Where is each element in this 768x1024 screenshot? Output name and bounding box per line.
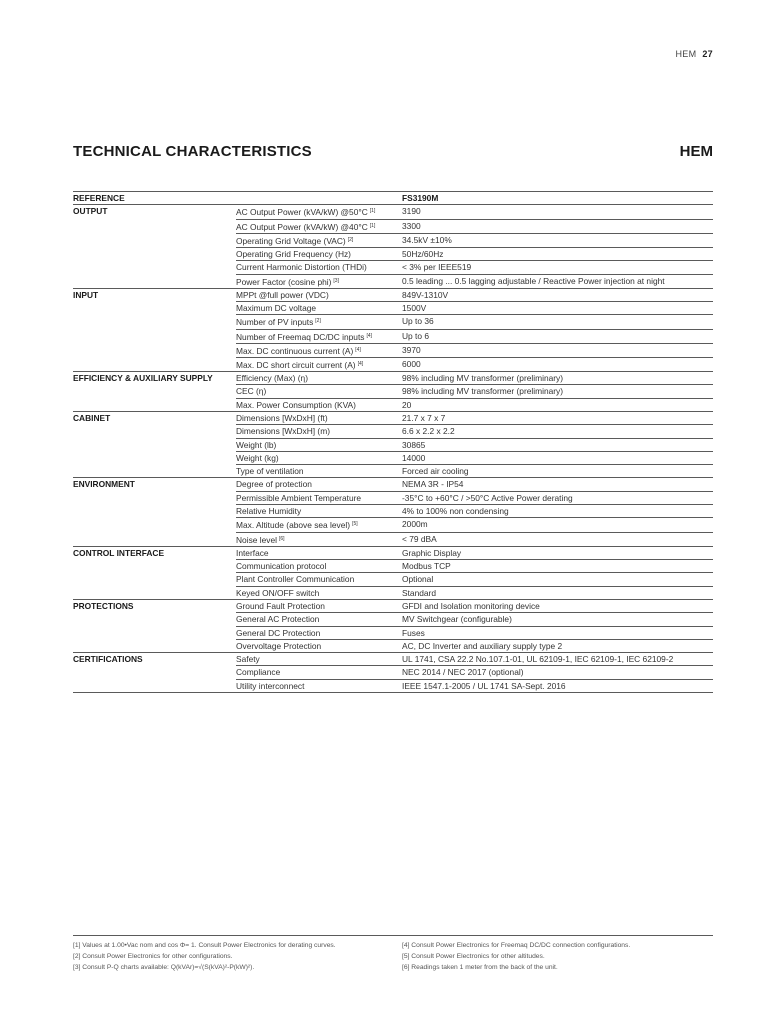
section-spacer	[73, 274, 236, 288]
footnotes-right	[402, 940, 713, 973]
parameter-label: Current Harmonic Distortion (THDi)	[236, 262, 367, 273]
spec-table	[73, 191, 713, 693]
parameter-label: Max. DC continuous current (A)	[236, 345, 354, 356]
footnote-ref: [3]	[333, 277, 339, 284]
table-row	[73, 343, 713, 357]
value-cell: 20	[402, 398, 713, 411]
table-row	[73, 357, 713, 371]
title-row	[73, 143, 713, 160]
section-spacer	[73, 518, 236, 532]
parameter-label: Utility interconnect	[236, 680, 305, 691]
section-spacer	[73, 219, 236, 233]
parameter-label: AC Output Power (kVA/kW) @50°C	[236, 207, 368, 218]
parameter-label: Compliance	[236, 667, 281, 678]
footnote-item: [6] Readings taken 1 meter from the back of the unit.	[402, 964, 558, 971]
parameter-cell	[236, 205, 402, 219]
parameter-cell	[236, 613, 402, 626]
reference-label: REFERENCE	[73, 192, 236, 205]
footnote-ref: [4]	[366, 332, 373, 339]
table-row	[73, 653, 713, 666]
parameter-cell	[236, 329, 402, 343]
table-row	[73, 573, 713, 586]
section-name: EFFICIENCY & AUXILIARY SUPPLY	[73, 372, 236, 385]
section-spacer	[73, 343, 236, 357]
table-row	[73, 478, 713, 491]
footnotes-left	[73, 940, 402, 973]
section-spacer	[73, 398, 236, 411]
section-name: OUTPUT	[73, 205, 236, 219]
table-row	[73, 518, 713, 532]
page-header	[675, 49, 713, 59]
value-cell: 849V-1310V	[402, 288, 713, 301]
parameter-cell	[236, 546, 402, 559]
parameter-label: Communication protocol	[236, 561, 327, 572]
table-row	[73, 438, 713, 451]
table-row	[73, 546, 713, 559]
section-spacer	[73, 385, 236, 398]
table-row	[73, 599, 713, 612]
parameter-label: Max. Power Consumption (KVA)	[236, 399, 356, 410]
section-name: CERTIFICATIONS	[73, 653, 236, 666]
parameter-label: Degree of protection	[236, 479, 312, 490]
section-spacer	[73, 666, 236, 679]
parameter-cell	[236, 573, 402, 586]
parameter-cell	[236, 505, 402, 518]
table-row	[73, 613, 713, 626]
parameter-label: Ground Fault Protection	[236, 600, 325, 611]
footnote-item: [1] Values at 1.00•Vac nom and cos Φ= 1. Consult Power Electronics for derating curves.	[73, 942, 336, 949]
parameter-cell	[236, 666, 402, 679]
section-spacer	[73, 505, 236, 518]
parameter-label: General AC Protection	[236, 614, 320, 625]
header-label: HEM	[675, 49, 697, 59]
table-row	[73, 274, 713, 288]
parameter-label: Max. Altitude (above sea level)	[236, 520, 351, 531]
section-name: INPUT	[73, 288, 236, 301]
parameter-cell	[236, 451, 402, 464]
table-row	[73, 639, 713, 652]
parameter-label: Plant Controller Communication	[236, 574, 355, 585]
value-cell: 2000m	[402, 518, 713, 532]
parameter-cell	[236, 261, 402, 274]
section-name: PROTECTIONS	[73, 599, 236, 612]
value-cell: Modbus TCP	[402, 560, 713, 573]
parameter-label: Power Factor (cosine phi)	[236, 276, 332, 287]
table-row	[73, 372, 713, 385]
section-spacer	[73, 532, 236, 546]
parameter-label: Number of PV inputs	[236, 317, 314, 328]
value-cell: 1500V	[402, 302, 713, 315]
table-header-row	[73, 192, 713, 205]
parameter-cell	[236, 315, 402, 329]
section-spacer	[73, 233, 236, 247]
parameter-cell	[236, 247, 402, 260]
parameter-cell	[236, 491, 402, 504]
parameter-label: Efficiency (Max) (η)	[236, 373, 308, 384]
section-spacer	[73, 465, 236, 478]
section-spacer	[73, 560, 236, 573]
value-cell: MV Switchgear (configurable)	[402, 613, 713, 626]
value-cell: < 79 dBA	[402, 532, 713, 546]
parameter-cell	[236, 398, 402, 411]
parameter-label: General DC Protection	[236, 627, 321, 638]
section-spacer	[73, 613, 236, 626]
value-cell: 30865	[402, 438, 713, 451]
section-spacer	[73, 329, 236, 343]
parameter-cell	[236, 219, 402, 233]
value-cell: 98% including MV transformer (preliminary)	[402, 372, 713, 385]
parameter-label: Dimensions [WxDxH] (ft)	[236, 413, 328, 423]
value-cell: Forced air cooling	[402, 465, 713, 478]
table-row	[73, 247, 713, 260]
parameter-cell	[236, 372, 402, 385]
parameter-label: Keyed ON/OFF switch	[236, 587, 320, 598]
parameter-label: Max. DC short circuit current (A)	[236, 359, 356, 370]
parameter-cell	[236, 586, 402, 599]
footnotes	[73, 935, 713, 973]
value-cell: 6.6 x 2.2 x 2.2	[402, 425, 713, 438]
table-row	[73, 491, 713, 504]
footnote-ref: [4]	[357, 360, 364, 367]
footnote-ref: [6]	[278, 535, 285, 542]
section-name: CONTROL INTERFACE	[73, 546, 236, 559]
parameter-label: Maximum DC voltage	[236, 303, 317, 313]
section-spacer	[73, 586, 236, 599]
parameter-cell	[236, 233, 402, 247]
page-title: TECHNICAL CHARACTERISTICS	[73, 143, 312, 160]
value-cell: 34.5kV ±10%	[402, 233, 713, 247]
footnote-ref: [5]	[352, 521, 358, 528]
value-cell: 4% to 100% non condensing	[402, 505, 713, 518]
reference-spacer	[236, 192, 402, 205]
parameter-label: Weight (lb)	[236, 439, 277, 450]
value-cell: 0.5 leading ... 0.5 lagging adjustable / Reactive Power injection at night	[402, 274, 713, 288]
table-row	[73, 425, 713, 438]
parameter-label: AC Output Power (kVA/kW) @40°C	[236, 221, 368, 232]
parameter-label: Dimensions [WxDxH] (m)	[236, 426, 330, 437]
value-cell: 3970	[402, 343, 713, 357]
footnote-item: [5] Consult Power Electronics for other altitudes.	[402, 953, 545, 960]
parameter-cell	[236, 560, 402, 573]
parameter-label: Operating Grid Frequency (Hz)	[236, 248, 351, 259]
parameter-cell	[236, 274, 402, 288]
footnote-ref: [2]	[315, 318, 321, 325]
table-row	[73, 505, 713, 518]
parameter-label: Type of ventilation	[236, 466, 304, 477]
model-name: HEM	[679, 143, 713, 160]
parameter-cell	[236, 343, 402, 357]
parameter-cell	[236, 412, 402, 425]
parameter-label: Permissible Ambient Temperature	[236, 492, 362, 503]
parameter-label: Relative Humidity	[236, 506, 302, 517]
section-spacer	[73, 302, 236, 315]
value-cell: -35°C to +60°C / >50°C Active Power derating	[402, 491, 713, 504]
table-row	[73, 465, 713, 478]
parameter-label: CEC (η)	[236, 386, 267, 397]
parameter-label: Interface	[236, 547, 269, 558]
value-cell: 98% including MV transformer (preliminary)	[402, 385, 713, 398]
table-row	[73, 302, 713, 315]
section-spacer	[73, 679, 236, 692]
parameter-cell	[236, 518, 402, 532]
value-cell: Graphic Display	[402, 546, 713, 559]
section-spacer	[73, 491, 236, 504]
parameter-cell	[236, 599, 402, 612]
section-name: CABINET	[73, 412, 236, 425]
table-row	[73, 219, 713, 233]
value-cell: GFDI and Isolation monitoring device	[402, 599, 713, 612]
parameter-cell	[236, 653, 402, 666]
footnote-item: [3] Consult P-Q charts available: Q(kVAr)=√(S(kVA)²-P(kW)²).	[73, 964, 255, 971]
parameter-cell	[236, 532, 402, 546]
parameter-cell	[236, 425, 402, 438]
table-row	[73, 560, 713, 573]
parameter-cell	[236, 438, 402, 451]
table-row	[73, 532, 713, 546]
value-cell: 21.7 x 7 x 7	[402, 412, 713, 425]
value-cell: Fuses	[402, 626, 713, 639]
parameter-cell	[236, 357, 402, 371]
section-spacer	[73, 438, 236, 451]
table-row	[73, 385, 713, 398]
section-spacer	[73, 357, 236, 371]
parameter-cell	[236, 639, 402, 652]
footnote-ref: [2]	[347, 236, 354, 243]
section-spacer	[73, 315, 236, 329]
parameter-label: MPPt @full power (VDC)	[236, 289, 329, 300]
footnote-item: [2] Consult Power Electronics for other configurations.	[73, 953, 233, 960]
value-cell: Up to 36	[402, 315, 713, 329]
parameter-cell	[236, 478, 402, 491]
value-cell: 3300	[402, 219, 713, 233]
value-cell: 6000	[402, 357, 713, 371]
section-name: ENVIRONMENT	[73, 478, 236, 491]
parameter-label: Operating Grid Voltage (VAC)	[236, 235, 346, 246]
value-cell: 14000	[402, 451, 713, 464]
value-cell: NEMA 3R - IP54	[402, 478, 713, 491]
value-cell: Standard	[402, 586, 713, 599]
section-spacer	[73, 425, 236, 438]
table-row	[73, 586, 713, 599]
section-spacer	[73, 261, 236, 274]
table-row	[73, 315, 713, 329]
parameter-label: Overvoltage Protection	[236, 640, 322, 651]
section-spacer	[73, 626, 236, 639]
reference-value: FS3190M	[402, 192, 713, 205]
footnote-item: [4] Consult Power Electronics for Freemaq DC/DC connection configurations.	[402, 942, 631, 949]
table-row	[73, 398, 713, 411]
section-spacer	[73, 639, 236, 652]
parameter-label: Safety	[236, 654, 260, 665]
table-row	[73, 261, 713, 274]
parameter-label: Weight (kg)	[236, 452, 279, 463]
value-cell: UL 1741, CSA 22.2 No.107.1-01, UL 62109-1, IEC 62109-1, IEC 62109-2	[402, 653, 713, 666]
table-row	[73, 666, 713, 679]
value-cell: Optional	[402, 573, 713, 586]
parameter-cell	[236, 288, 402, 301]
table-row	[73, 626, 713, 639]
parameter-label: Number of Freemaq DC/DC inputs	[236, 331, 365, 342]
page-number: 27	[702, 49, 713, 59]
parameter-cell	[236, 465, 402, 478]
footnote-ref: [1]	[369, 208, 376, 215]
section-spacer	[73, 247, 236, 260]
footnote-ref: [1]	[369, 222, 376, 229]
value-cell: AC, DC Inverter and auxiliary supply type 2	[402, 639, 713, 652]
spec-table-body	[73, 192, 713, 693]
table-row	[73, 412, 713, 425]
footnote-ref: [4]	[355, 346, 361, 353]
parameter-cell	[236, 385, 402, 398]
value-cell: IEEE 1547.1-2005 / UL 1741 SA-Sept. 2016	[402, 679, 713, 692]
value-cell: Up to 6	[402, 329, 713, 343]
table-row	[73, 233, 713, 247]
value-cell: NEC 2014 / NEC 2017 (optional)	[402, 666, 713, 679]
value-cell: < 3% per IEEE519	[402, 261, 713, 274]
table-row	[73, 205, 713, 219]
parameter-cell	[236, 302, 402, 315]
table-row	[73, 288, 713, 301]
table-row	[73, 679, 713, 692]
value-cell: 3190	[402, 205, 713, 219]
table-row	[73, 451, 713, 464]
section-spacer	[73, 451, 236, 464]
section-spacer	[73, 573, 236, 586]
parameter-label: Noise level	[236, 534, 277, 545]
value-cell: 50Hz/60Hz	[402, 247, 713, 260]
parameter-cell	[236, 626, 402, 639]
table-row	[73, 329, 713, 343]
parameter-cell	[236, 679, 402, 692]
